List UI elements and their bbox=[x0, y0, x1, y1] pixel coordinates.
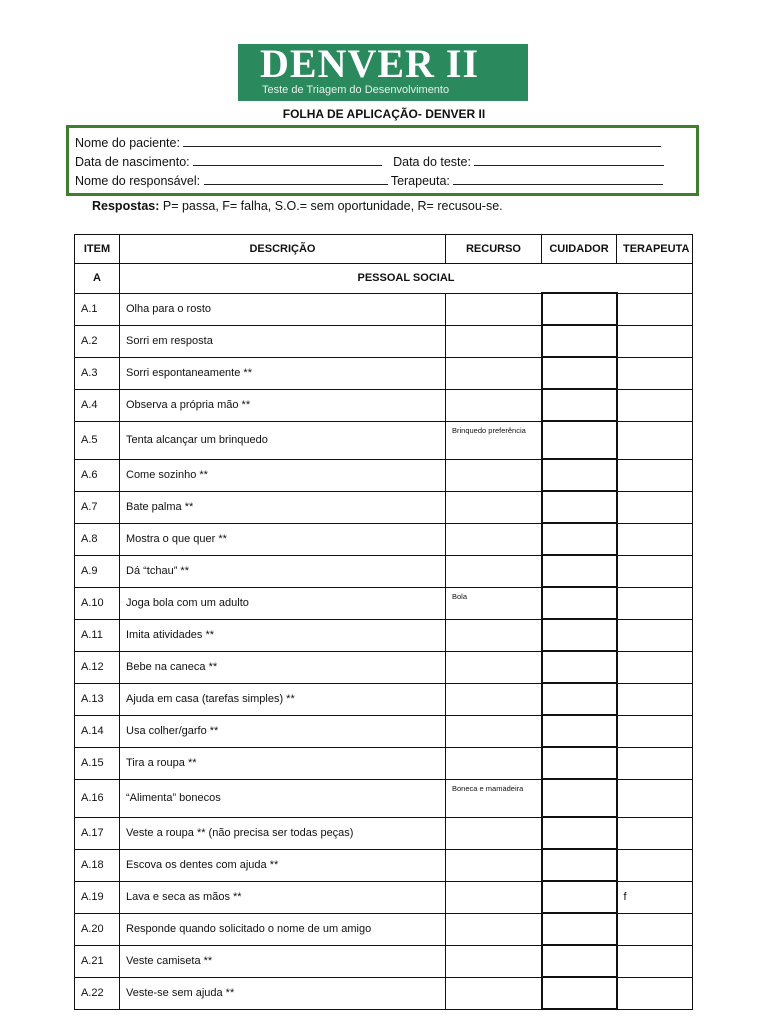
row-resource bbox=[446, 555, 542, 587]
table-row bbox=[75, 619, 693, 651]
row-item: A.6 bbox=[75, 459, 120, 491]
therapist-name-field[interactable] bbox=[453, 172, 663, 185]
row-caregiver-cell[interactable] bbox=[542, 293, 617, 325]
table-row bbox=[75, 389, 693, 421]
row-resource bbox=[446, 523, 542, 555]
patient-info-box bbox=[66, 125, 699, 196]
row-therapist-cell[interactable] bbox=[617, 357, 693, 389]
patient-name-field[interactable] bbox=[183, 134, 661, 147]
row-caregiver-cell[interactable] bbox=[542, 421, 617, 459]
row-therapist-cell[interactable] bbox=[617, 651, 693, 683]
row-resource bbox=[446, 357, 542, 389]
row-description: Observa a própria mão ** bbox=[120, 389, 446, 421]
row-therapist-cell[interactable] bbox=[617, 325, 693, 357]
row-therapist-cell[interactable] bbox=[617, 779, 693, 817]
header-item: ITEM bbox=[75, 235, 120, 264]
row-resource bbox=[446, 849, 542, 881]
row-therapist-cell[interactable] bbox=[617, 683, 693, 715]
table-row bbox=[75, 977, 693, 1009]
row-caregiver-cell[interactable] bbox=[542, 651, 617, 683]
row-description: Joga bola com um adulto bbox=[120, 587, 446, 619]
row-description: Dá “tchau” ** bbox=[120, 555, 446, 587]
row-item: A.19 bbox=[75, 881, 120, 913]
row-therapist-cell[interactable] bbox=[617, 747, 693, 779]
row-resource bbox=[446, 619, 542, 651]
row-resource bbox=[446, 389, 542, 421]
row-therapist-cell[interactable] bbox=[617, 715, 693, 747]
row-therapist-cell[interactable] bbox=[617, 619, 693, 651]
header-description: DESCRIÇÃO bbox=[120, 235, 446, 264]
row-caregiver-cell[interactable] bbox=[542, 587, 617, 619]
row-therapist-cell[interactable] bbox=[617, 389, 693, 421]
row-item: A.5 bbox=[75, 421, 120, 459]
row-description: “Alimenta” bonecos bbox=[120, 779, 446, 817]
row-resource bbox=[446, 945, 542, 977]
row-item: A.9 bbox=[75, 555, 120, 587]
sheet-title: FOLHA DE APLICAÇÃO- DENVER II bbox=[282, 107, 486, 121]
row-item: A.21 bbox=[75, 945, 120, 977]
row-description: Responde quando solicitado o nome de um amigo bbox=[120, 913, 446, 945]
header-caregiver: CUIDADOR bbox=[542, 235, 617, 264]
row-description: Tira a roupa ** bbox=[120, 747, 446, 779]
row-description: Sorri espontaneamente ** bbox=[120, 357, 446, 389]
row-description: Olha para o rosto bbox=[120, 293, 446, 325]
row-caregiver-cell[interactable] bbox=[542, 945, 617, 977]
table-row bbox=[75, 817, 693, 849]
row-resource: Boneca e mamadeira bbox=[446, 779, 542, 817]
row-item: A.14 bbox=[75, 715, 120, 747]
answers-legend bbox=[92, 198, 503, 214]
row-description: Come sozinho ** bbox=[120, 459, 446, 491]
row-caregiver-cell[interactable] bbox=[542, 523, 617, 555]
row-caregiver-cell[interactable] bbox=[542, 747, 617, 779]
row-therapist-cell[interactable] bbox=[617, 491, 693, 523]
row-description: Veste camiseta ** bbox=[120, 945, 446, 977]
header-therapist: TERAPEUTA bbox=[617, 235, 693, 264]
row-caregiver-cell[interactable] bbox=[542, 389, 617, 421]
row-therapist-cell[interactable] bbox=[617, 523, 693, 555]
row-therapist-cell[interactable] bbox=[617, 945, 693, 977]
test-date-label: Data do teste: bbox=[393, 155, 471, 169]
table-row bbox=[75, 747, 693, 779]
row-item: A.16 bbox=[75, 779, 120, 817]
row-description: Usa colher/garfo ** bbox=[120, 715, 446, 747]
row-resource bbox=[446, 651, 542, 683]
row-resource bbox=[446, 817, 542, 849]
therapist-label: Terapeuta: bbox=[390, 174, 450, 188]
header-resource: RECURSO bbox=[446, 235, 542, 264]
row-description: Bebe na caneca ** bbox=[120, 651, 446, 683]
table-row bbox=[75, 587, 693, 619]
guardian-label: Nome do responsável: bbox=[75, 174, 201, 188]
row-item: A.4 bbox=[75, 389, 120, 421]
row-caregiver-cell[interactable] bbox=[542, 491, 617, 523]
answers-text: P= passa, F= falha, S.O.= sem oportunidade, R= recusou-se. bbox=[159, 199, 503, 213]
row-resource bbox=[446, 881, 542, 913]
row-therapist-cell[interactable] bbox=[617, 587, 693, 619]
table-row bbox=[75, 913, 693, 945]
table-row bbox=[75, 421, 693, 459]
row-description: Veste a roupa ** (não precisa ser todas peças) bbox=[120, 817, 446, 849]
row-description: Escova os dentes com ajuda ** bbox=[120, 849, 446, 881]
row-therapist-cell[interactable] bbox=[617, 817, 693, 849]
row-resource bbox=[446, 913, 542, 945]
row-resource bbox=[446, 459, 542, 491]
row-resource bbox=[446, 491, 542, 523]
row-item: A.3 bbox=[75, 357, 120, 389]
table-header-row bbox=[75, 235, 693, 264]
table-row bbox=[75, 683, 693, 715]
row-description: Imita atividades ** bbox=[120, 619, 446, 651]
table-row bbox=[75, 357, 693, 389]
denver-logo bbox=[238, 41, 528, 101]
row-caregiver-cell[interactable] bbox=[542, 619, 617, 651]
table-row bbox=[75, 881, 693, 913]
row-item: A.10 bbox=[75, 587, 120, 619]
logo-subtitle: Teste de Triagem do Desenvolvimento bbox=[262, 84, 450, 96]
row-description: Sorri em resposta bbox=[120, 325, 446, 357]
dates-line bbox=[75, 153, 664, 170]
logo-title: DENVER II bbox=[260, 41, 480, 86]
guardian-name-field[interactable] bbox=[204, 172, 388, 185]
row-description: Tenta alcançar um brinquedo bbox=[120, 421, 446, 459]
row-therapist-cell[interactable] bbox=[617, 555, 693, 587]
row-item: A.7 bbox=[75, 491, 120, 523]
row-therapist-cell[interactable] bbox=[617, 459, 693, 491]
row-item: A.11 bbox=[75, 619, 120, 651]
table-row bbox=[75, 849, 693, 881]
test-date-field[interactable] bbox=[474, 153, 664, 166]
table-row bbox=[75, 459, 693, 491]
section-name: PESSOAL SOCIAL bbox=[120, 264, 693, 294]
row-resource: Bola bbox=[446, 587, 542, 619]
table-row bbox=[75, 651, 693, 683]
section-code: A bbox=[75, 264, 120, 294]
row-therapist-cell[interactable]: f bbox=[617, 881, 693, 913]
row-item: A.2 bbox=[75, 325, 120, 357]
table-row bbox=[75, 555, 693, 587]
row-item: A.12 bbox=[75, 651, 120, 683]
row-caregiver-cell[interactable] bbox=[542, 459, 617, 491]
answers-label: Respostas: bbox=[92, 199, 160, 213]
row-item: A.8 bbox=[75, 523, 120, 555]
birth-date-field[interactable] bbox=[193, 153, 382, 166]
row-item: A.15 bbox=[75, 747, 120, 779]
row-caregiver-cell[interactable] bbox=[542, 325, 617, 357]
row-therapist-cell[interactable] bbox=[617, 849, 693, 881]
row-resource bbox=[446, 715, 542, 747]
patient-label: Nome do paciente: bbox=[75, 136, 180, 150]
row-item: A.13 bbox=[75, 683, 120, 715]
row-caregiver-cell[interactable] bbox=[542, 849, 617, 881]
row-caregiver-cell[interactable] bbox=[542, 881, 617, 913]
row-caregiver-cell[interactable] bbox=[542, 357, 617, 389]
row-description: Lava e seca as mãos ** bbox=[120, 881, 446, 913]
application-table bbox=[74, 234, 693, 1010]
row-caregiver-cell[interactable] bbox=[542, 715, 617, 747]
row-caregiver-cell[interactable] bbox=[542, 683, 617, 715]
table-row bbox=[75, 325, 693, 357]
row-description: Veste-se sem ajuda ** bbox=[120, 977, 446, 1009]
guardian-line bbox=[75, 172, 663, 189]
row-resource bbox=[446, 325, 542, 357]
row-resource bbox=[446, 747, 542, 779]
row-therapist-cell[interactable] bbox=[617, 293, 693, 325]
table-row bbox=[75, 523, 693, 555]
section-row bbox=[75, 264, 693, 294]
row-resource: Brinquedo preferência bbox=[446, 421, 542, 459]
row-item: A.20 bbox=[75, 913, 120, 945]
table-row bbox=[75, 945, 693, 977]
row-item: A.1 bbox=[75, 293, 120, 325]
row-resource bbox=[446, 683, 542, 715]
patient-line bbox=[75, 134, 661, 151]
row-item: A.17 bbox=[75, 817, 120, 849]
table-row bbox=[75, 491, 693, 523]
row-caregiver-cell[interactable] bbox=[542, 913, 617, 945]
row-description: Ajuda em casa (tarefas simples) ** bbox=[120, 683, 446, 715]
row-therapist-cell[interactable] bbox=[617, 913, 693, 945]
row-resource bbox=[446, 977, 542, 1009]
row-item: A.22 bbox=[75, 977, 120, 1009]
row-description: Bate palma ** bbox=[120, 491, 446, 523]
row-caregiver-cell[interactable] bbox=[542, 817, 617, 849]
row-therapist-cell[interactable] bbox=[617, 977, 693, 1009]
row-caregiver-cell[interactable] bbox=[542, 555, 617, 587]
row-resource bbox=[446, 293, 542, 325]
row-description: Mostra o que quer ** bbox=[120, 523, 446, 555]
table-row bbox=[75, 779, 693, 817]
row-therapist-cell[interactable] bbox=[617, 421, 693, 459]
birth-label: Data de nascimento: bbox=[75, 155, 190, 169]
row-item: A.18 bbox=[75, 849, 120, 881]
row-caregiver-cell[interactable] bbox=[542, 779, 617, 817]
table-row bbox=[75, 715, 693, 747]
table-row bbox=[75, 293, 693, 325]
row-caregiver-cell[interactable] bbox=[542, 977, 617, 1009]
